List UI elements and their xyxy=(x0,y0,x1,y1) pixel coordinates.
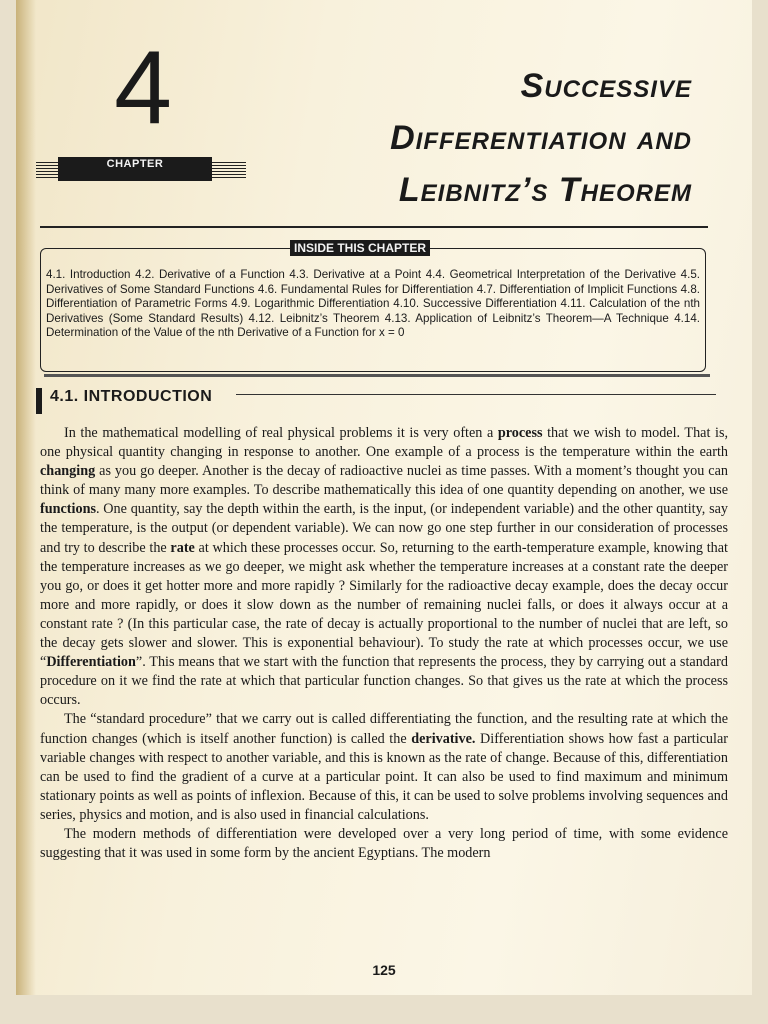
bold-term: functions xyxy=(40,501,96,518)
text-run: Differentiation shows how fast a particular variable changes with respect to another variable, and this is known as the rate of change. Because of this, differentiation can be used to find the gradient of a curve at a particular point. It can also be used to find maximum and minimum stationary points as well as points of inflexion. Because of this, it can be used to solve problems involving sequences and series, physics and motion, and is also used in financial calculations. xyxy=(40,730,728,823)
chapter-title-line-3: Leibnitz’s Theorem xyxy=(398,171,692,209)
book-page xyxy=(16,0,752,995)
bold-term: process xyxy=(497,425,543,441)
inside-chapter-contents: 4.1. Introduction 4.2. Derivative of a Function 4.3. Derivative at a Point 4.4. Geometrical Interpretation of the Derivative 4.5. Derivatives of Some Standard Functions 4.6. Fundamental Rules for Differentiation 4.7. Differentiation of Implicit Functions 4.8. Differentiation of Parametric Forms 4.9. Logarithmic Differentiation 4.10. Successive Differentiation 4.11. Calculation of the nth Derivatives (Some Standard Results) 4.12. Leibnitz’s Theorem 4.13. Application of Leibnitz’s Theorem—A Technique 4.14. Determination of the Value of the nth Derivative of a Function for x = 0 xyxy=(46,268,700,340)
text-run: . One quantity, say the depth within the earth, is the input, (or independent variable) and the other quantity, say the temperature, is the output (or dependent variable). We can now go one step further in our consideration of processes and try to describe the xyxy=(40,501,728,556)
page-number: 125 xyxy=(372,962,396,978)
chapter-title xyxy=(252,60,692,216)
chapter-banner xyxy=(36,157,246,181)
banner-stripes-right xyxy=(212,160,246,178)
body-text xyxy=(40,424,728,863)
section-rule xyxy=(236,394,716,395)
page-gutter-shadow xyxy=(16,0,36,995)
paragraph-3: The modern methods of differentiation were developed over a very long period of time, with some evidence suggesting that it was used in some form by the ancient Egyptians. The modern xyxy=(40,825,728,862)
section-marker xyxy=(36,388,42,414)
bold-term: derivative. xyxy=(411,730,476,747)
bold-term: rate xyxy=(170,539,195,556)
bold-term: Differentiation xyxy=(46,654,136,671)
text-run: In the mathematical modelling of real physical problems it is very often a xyxy=(64,425,498,441)
section-heading xyxy=(36,388,716,414)
section-title: 4.1. INTRODUCTION xyxy=(50,388,213,405)
title-divider xyxy=(40,226,708,228)
chapter-number: 4 xyxy=(114,30,172,146)
chapter-title-line-2: Differentiation and xyxy=(390,119,692,157)
box-bottom-rule xyxy=(44,374,710,377)
chapter-title-line-1: Successive xyxy=(520,67,692,105)
bold-term: changing xyxy=(40,463,96,480)
paragraph-1 xyxy=(40,424,728,710)
chapter-label: CHAPTER xyxy=(58,157,212,181)
text-run: that we wish to model. That is, one physical quantity changing in response to another. One example of a process is the temperature within the earth xyxy=(40,425,729,461)
paragraph-2 xyxy=(40,710,728,825)
banner-stripes-left xyxy=(36,160,58,178)
text-run: as you go deeper. Another is the decay of radioactive nuclei as time passes. With a moment’s thought you can think of many many more examples. To describe mathematically this idea of one quantity depending on another, we use xyxy=(40,463,728,499)
text-run: The “standard procedure” that we carry out is called differentiating the function, and the resulting rate at which the function changes (which is itself another function) is called the xyxy=(40,711,728,747)
text-run: at which these processes occur. So, returning to the earth-temperature example, knowing that the temperature increases as we go deeper, we might ask whether the temperature increases at a constant rate the deeper you go, or does it get hotter more and more rapidly ? Similarly for the radioactive decay example, does the decay occur more and more rapidly, or does it slow down as the number of remaining nuclei falls, or does it always occur at a constant rate ? (In this particular case, the rate of decay is actually proportional to the number of nuclei that are left, so the decay gets slower and slower. This is exponential behaviour). To study the rate at which processes occur, we use “ xyxy=(40,539,728,671)
inside-chapter-label: INSIDE THIS CHAPTER xyxy=(290,240,430,256)
text-run: ”. This means that we start with the function that represents the process, they by carrying out a standard procedure on it we find the rate at which that particular function changes. So that gives us the rate at which the process occurs. xyxy=(40,654,728,709)
